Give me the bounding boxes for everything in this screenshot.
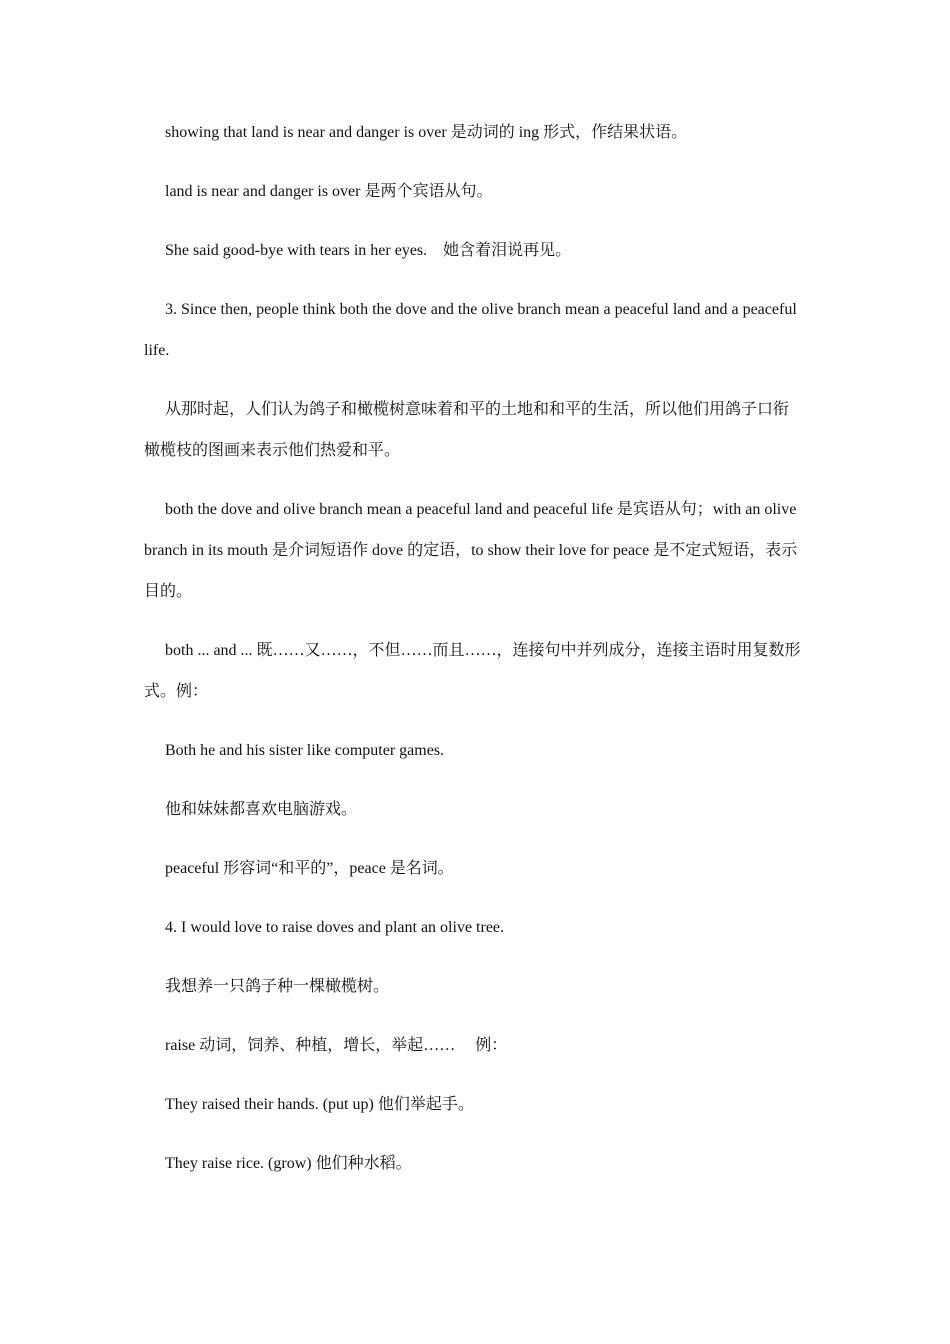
document-body xyxy=(144,112,804,1202)
paragraph-7: both ... and ... 既……又……，不但……而且……，连接句中并列成分，连接主语时用复数形式。例： xyxy=(144,642,801,700)
paragraph-14: They raised their hands. (put up) 他们举起手。 xyxy=(165,1096,474,1113)
paragraph-12: 我想养一只鸽子种一棵橄榄树。 xyxy=(165,978,390,995)
paragraph-5: 从那时起，人们认为鸽子和橄榄树意味着和平的土地和和平的生活，所以他们用鸽子口衔橄榄枝的图画来表示他们热爱和平。 xyxy=(144,401,790,459)
paragraph-1: showing that land is near and danger is over 是动词的 ing 形式，作结果状语。 xyxy=(165,124,688,141)
paragraph-10: peaceful 形容词“和平的”，peace 是名词。 xyxy=(165,860,454,877)
paragraph-6: both the dove and olive branch mean a peaceful land and peaceful life 是宾语从句；with an olive branch in its mouth 是介词短语作 dove 的定语，to show their love for peace 是不定式短语，表示目的。 xyxy=(144,501,798,600)
paragraph-2: land is near and danger is over 是两个宾语从句。 xyxy=(165,183,493,200)
paragraph-15: They raise rice. (grow) 他们种水稻。 xyxy=(165,1155,412,1172)
paragraph-4: 3. Since then, people think both the dove and the olive branch mean a peaceful land and a peaceful life. xyxy=(144,301,797,359)
paragraph-13: raise 动词，饲养、种植，增长，举起…… 例： xyxy=(165,1037,508,1054)
paragraph-9: 他和妹妹都喜欢电脑游戏。 xyxy=(165,801,358,818)
paragraph-8: Both he and his sister like computer games. xyxy=(165,742,445,759)
paragraph-3: She said good-bye with tears in her eyes. 她含着泪说再见。 xyxy=(165,242,572,259)
paragraph-11: 4. I would love to raise doves and plant an olive tree. xyxy=(165,919,505,936)
